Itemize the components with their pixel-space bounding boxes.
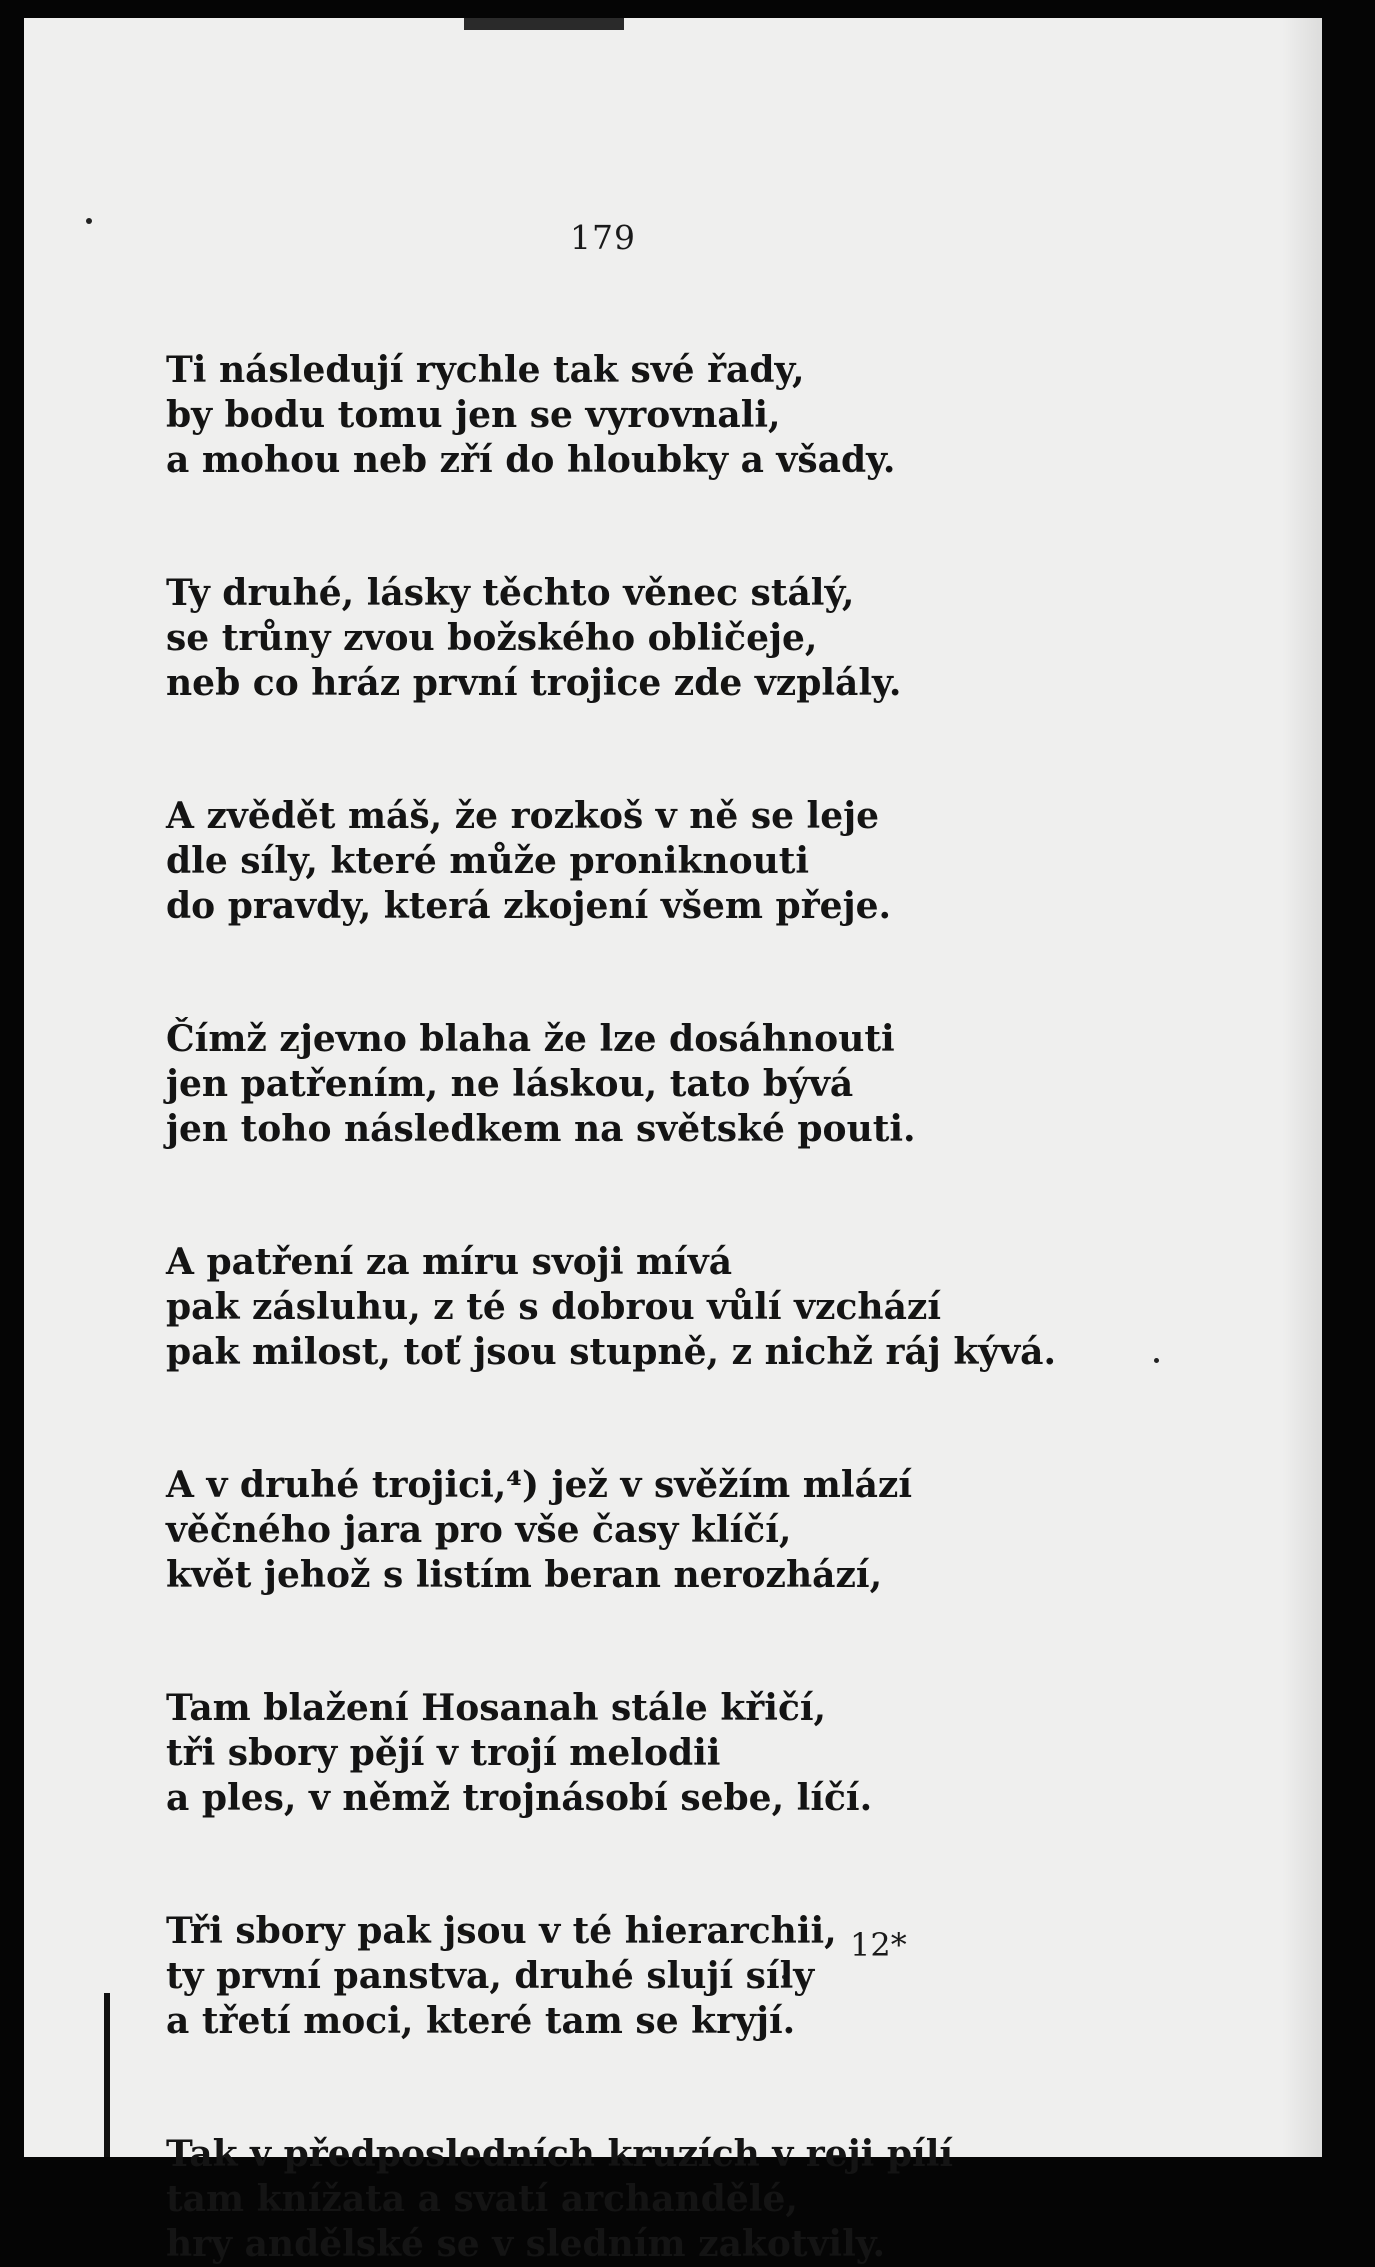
poem (166, 348, 1166, 2267)
verse-line: a třetí moci, které tam se kryjí. (166, 2000, 796, 2042)
verse-line: A zvědět máš, že rozkoš v ně se leje (166, 795, 880, 837)
verse-line: květ jehož s listím beran nerozhází, (166, 1554, 883, 1596)
stanza (166, 571, 1166, 706)
stanza (166, 1463, 1166, 1598)
verse-line: ty první panstva, druhé slují síly (166, 1955, 815, 1997)
page-edge-shadow (1282, 18, 1322, 2157)
verse-line: tam knížata a svatí archandělé, (166, 2178, 798, 2220)
stanza (166, 1240, 1166, 1375)
verse-line: do pravdy, která zkojení všem přeje. (166, 885, 892, 927)
verse-line: Ti následují rychle tak své řady, (166, 349, 805, 391)
verse-line: a mohou neb zří do hloubky a všady. (166, 439, 896, 481)
verse-line: pak zásluhu, z té s dobrou vůlí vzchází (166, 1286, 942, 1328)
speck (86, 218, 92, 224)
verse-line: Čímž zjevno blaha že lze dosáhnouti (166, 1018, 895, 1060)
scan-artifact-left (104, 1993, 110, 2157)
verse-line: Ty druhé, lásky těchto věnec stálý, (166, 572, 855, 614)
verse-line: by bodu tomu jen se vyrovnali, (166, 394, 781, 436)
stanza (166, 1017, 1166, 1152)
verse-line: jen patřením, ne láskou, tato bývá (166, 1063, 854, 1105)
verse-line: a ples, v němž trojnásobí sebe, líčí. (166, 1777, 873, 1819)
verse-line: hry andělské se v sledním zakotvily. (166, 2223, 886, 2265)
verse-line: Tam blažení Hosanah stále křičí, (166, 1687, 827, 1729)
stanza (166, 1909, 1166, 2044)
stanza (166, 348, 1166, 483)
stanza (166, 794, 1166, 929)
verse-line: tři sbory pějí v trojí melodii (166, 1732, 721, 1774)
verse-line: jen toho následkem na světské pouti. (166, 1108, 916, 1150)
verse-line: A patření za míru svoji mívá (166, 1241, 733, 1283)
verse-line: pak milost, toť jsou stupně, z nichž ráj kývá. (166, 1331, 1056, 1373)
verse-line: dle síly, které může proniknouti (166, 840, 810, 882)
scan-artifact-top (464, 18, 624, 30)
book-page (24, 18, 1322, 2265)
verse-line: věčného jara pro vše časy klíčí, (166, 1509, 792, 1551)
verse-line: neb co hráz první trojice zde vzplály. (166, 662, 902, 704)
page-number: 179 (570, 218, 636, 257)
signature-mark: 12* (850, 1926, 907, 1964)
stanza (166, 1686, 1166, 1821)
verse-line: se trůny zvou božského obličeje, (166, 617, 818, 659)
verse-line: Tři sbory pak jsou v té hierarchii, (166, 1910, 837, 1952)
verse-line: Tak v předposledních kruzích v reji pílí (166, 2133, 954, 2175)
verse-line: A v druhé trojici,⁴) jež v svěžím mlází (166, 1464, 913, 1506)
stanza (166, 2132, 1166, 2267)
